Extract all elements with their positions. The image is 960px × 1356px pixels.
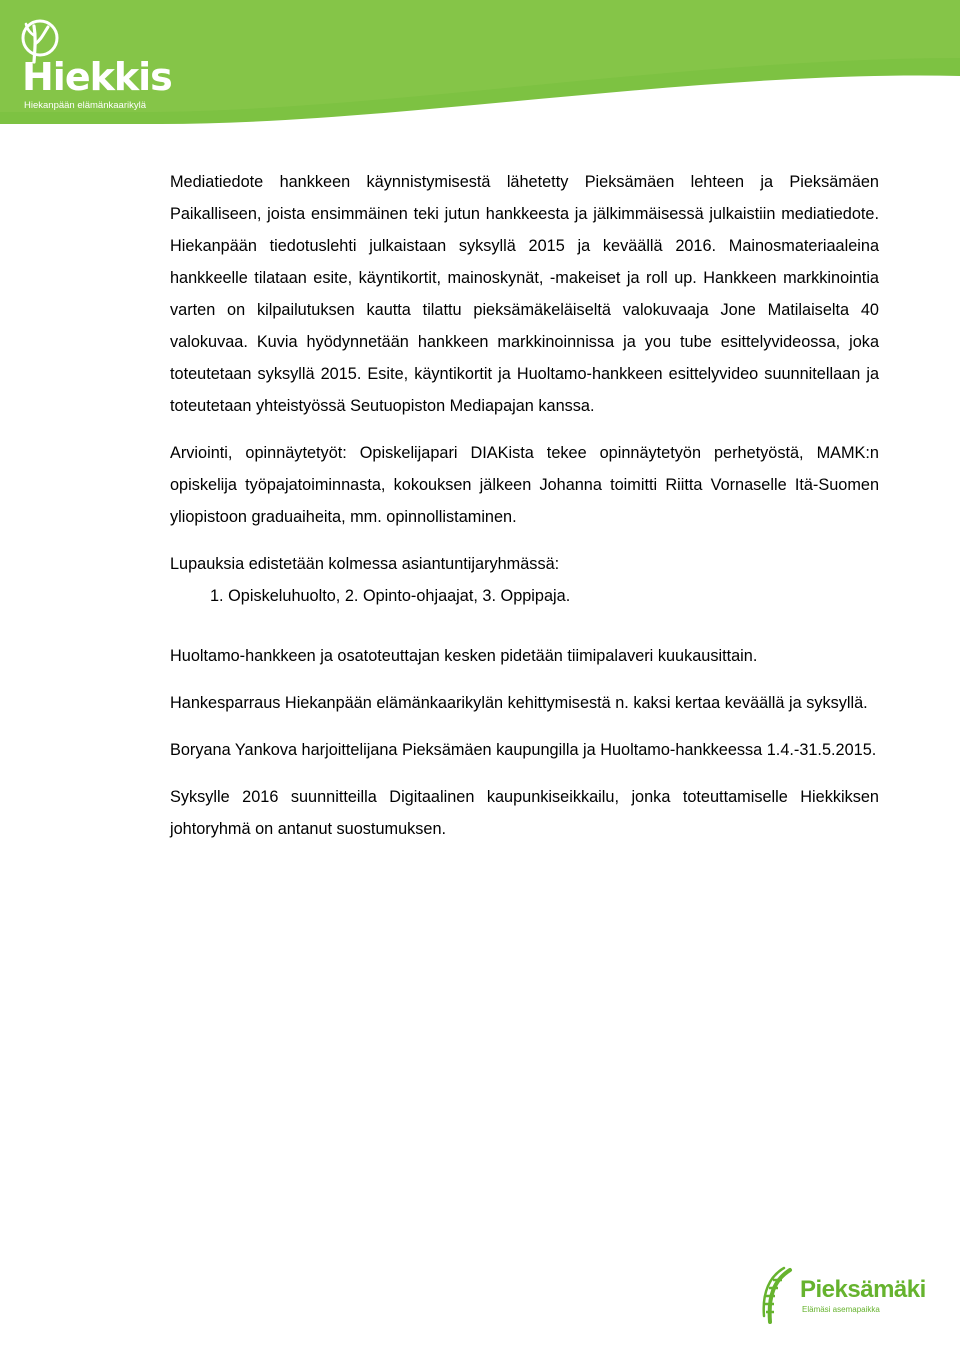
- footer-logo-tagline: Elämäsi asemapaikka: [802, 1305, 880, 1314]
- pieksamaki-rail-icon: [760, 1266, 798, 1326]
- hiekkis-logo: [14, 18, 172, 111]
- pieksamaki-logo: [760, 1262, 926, 1332]
- logo-title: Hiekkis: [22, 55, 172, 99]
- footer-logo-name: Pieksämäki: [800, 1276, 926, 1303]
- paragraph-sparring: Hankesparraus Hiekanpään elämänkaarikylän kehittymisestä n. kaksi kertaa keväällä ja syksyllä.: [170, 694, 868, 712]
- paragraph-team-meeting: Huoltamo-hankkeen ja osatoteuttajan kesken pidetään tiimipalaveri kuukausittain.: [170, 647, 758, 665]
- header-band: [0, 0, 960, 124]
- document-body: [170, 166, 879, 845]
- logo-subtitle: Hiekanpään elämänkaarikylä: [24, 100, 146, 111]
- paragraph-trainee: Boryana Yankova harjoittelijana Pieksämäen kaupungilla ja Huoltamo-hankkeessa 1.4.-31.5.2015.: [170, 741, 877, 759]
- paragraph-evaluation: Arviointi, opinnäytetyöt: Opiskelijapari DIAKista tekee opinnäytetyön perhetyöstä, MAMK:n opiskelija työpajatoiminnasta, kokouksen jälkeen Johanna toimitti Riitta Vornaselle Itä-Suomen yliopistoon graduaiheita, mm. opinnollistaminen.: [170, 444, 879, 526]
- paragraph-digital-adventure: Syksylle 2016 suunnitteilla Digitaalinen kaupunkiseikkailu, jonka toteuttamiselle Hiekkiksen johtoryhmä on antanut suostumuksen.: [170, 788, 879, 838]
- paragraph-commitments: Lupauksia edistetään kolmessa asiantuntijaryhmässä:: [170, 555, 560, 573]
- list-item: 1. Opiskeluhuolto, 2. Opinto-ohjaajat, 3. Oppipaja.: [210, 587, 571, 605]
- paragraph-media: Mediatiedote hankkeen käynnistymisestä lähetetty Pieksämäen lehteen ja Pieksämäen Paikalliseen, joista ensimmäinen teki jutun hankkeesta ja jälkimmäisessä julkaistiin mediatiedote. Hiekanpään tiedotuslehti julkaistaan syksyllä 2015 ja keväällä 2016. Mainosmateriaaleina hankkeelle tilataan esite, käyntikortit, mainoskynät, -makeiset ja roll up. Hankkeen markkinointia varten on kilpailutuksen kautta tilattu pieksämäkeläiseltä valokuvaaja Jone Matilaiselta 40 valokuvaa. Kuvia hyödynnetään hankkeen markkinoinnissa ja you tube esittelyvideossa, joka toteutetaan syksyllä 2015. Esite, käyntikortit ja Huoltamo-hankkeen esittelyvideo suunnitellaan ja toteutetaan yhteistyössä Seutuopiston Mediapajan kanssa.: [170, 173, 879, 415]
